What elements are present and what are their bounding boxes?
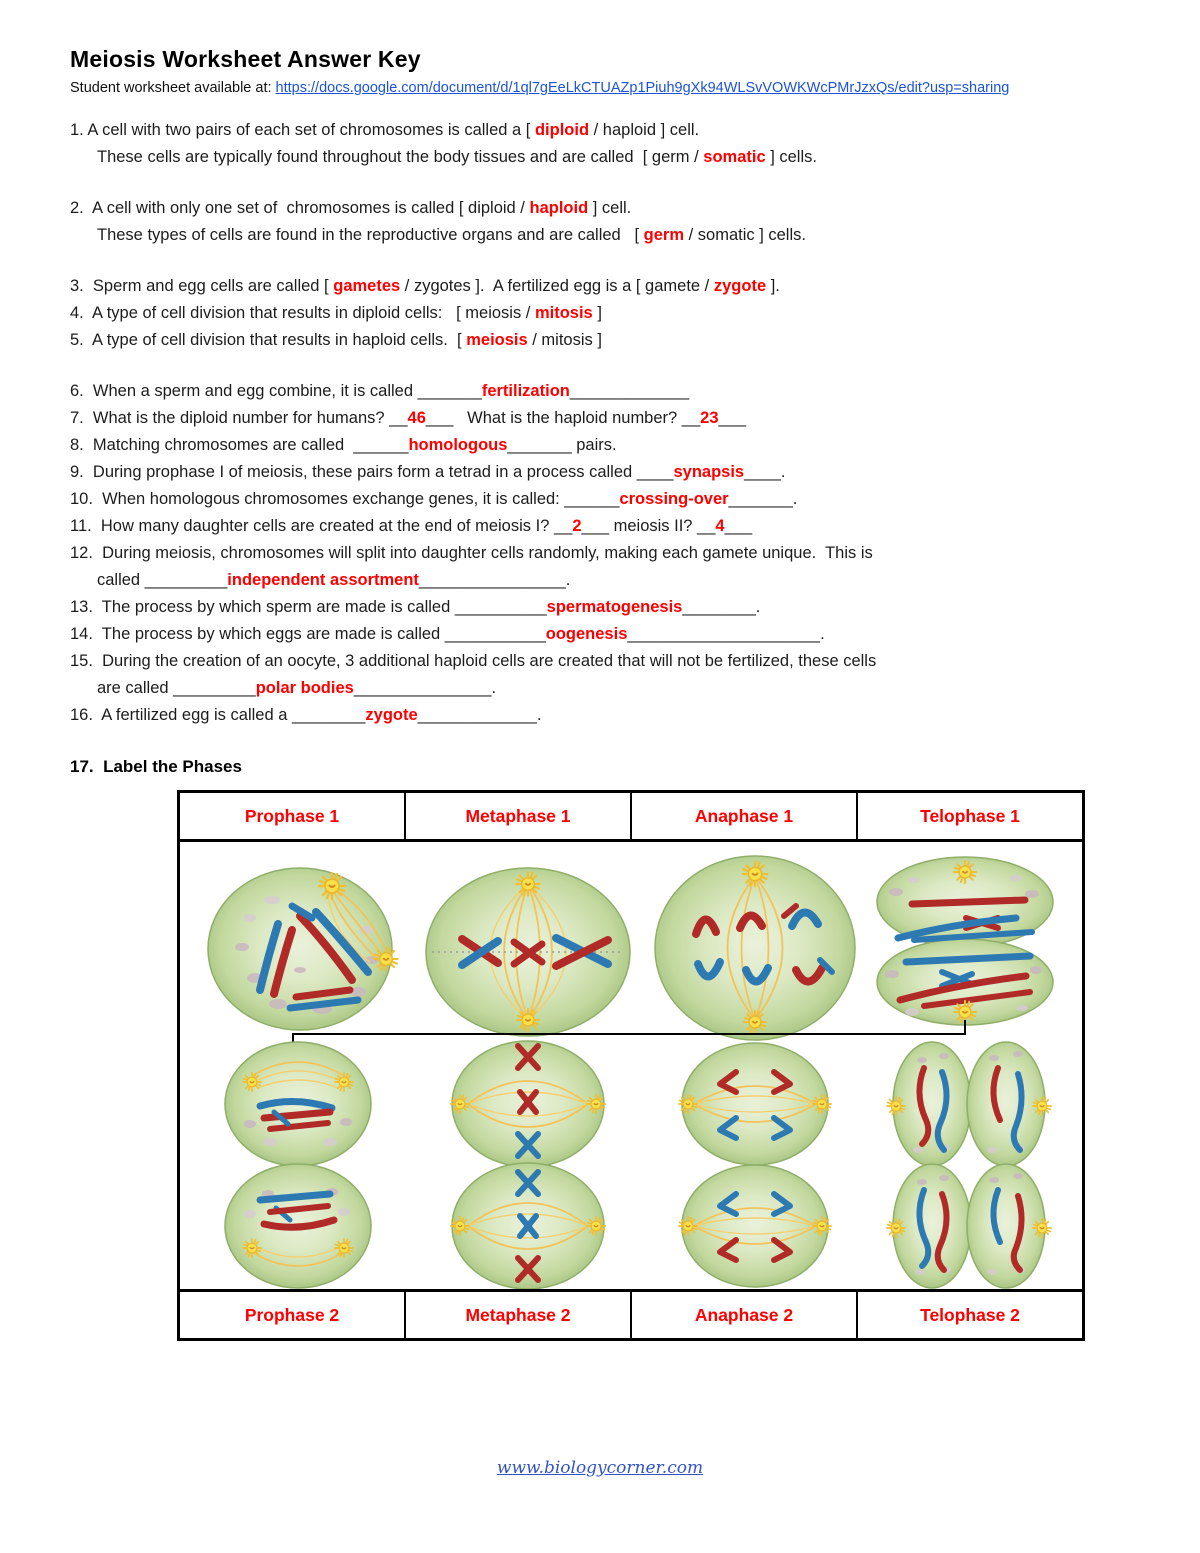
prophase-2-cells	[225, 1042, 371, 1288]
question-line	[70, 675, 1140, 702]
phase-label-telophase-2: Telophase 2	[920, 1304, 1020, 1325]
phase-label-prophase-2: Prophase 2	[180, 1292, 406, 1338]
question-text: ___	[724, 517, 753, 535]
question-text: _____________	[569, 382, 690, 400]
question	[70, 486, 1140, 513]
answer-text: gametes	[333, 277, 401, 295]
question-line	[70, 405, 1140, 432]
phase-table-bottom-row	[180, 1289, 1082, 1338]
telophase-1-cells	[877, 857, 1053, 1025]
question-text: 2. A cell with only one set of chromosomes is called [ diploid /	[70, 199, 530, 217]
flow-arrow	[287, 1020, 965, 1055]
question-text: ] cells.	[765, 148, 817, 166]
question	[70, 300, 1140, 327]
answer-text: 23	[700, 409, 719, 427]
anaphase-2-cells	[679, 1043, 831, 1287]
question-text: 3. Sperm and egg cells are called [	[70, 277, 334, 295]
question-text: 15. During the creation of an oocyte, 3 additional haploid cells are created that will not be fertilized, these cells	[70, 652, 877, 670]
metaphase-1-cell	[426, 868, 630, 1036]
source-line-prefix: Student worksheet available at:	[70, 80, 276, 96]
question-text: These types of cells are found in the reproductive organs and are called [	[97, 226, 644, 244]
answer-text: zygote	[713, 277, 767, 295]
footer-site-link[interactable]: www.biologycorner.com	[496, 1458, 704, 1478]
answer-text: homologous	[408, 436, 508, 454]
questions-list	[70, 117, 1140, 729]
page-footer	[0, 1458, 1200, 1478]
question-text: / haploid ] cell.	[589, 121, 700, 139]
question-text: 12. During meiosis, chromosomes will split into daughter cells randomly, making each gamete unique. This is	[70, 544, 873, 562]
question	[70, 432, 1140, 459]
question	[70, 594, 1140, 621]
question-line	[70, 378, 1140, 405]
question-text: / somatic ] cells.	[684, 226, 806, 244]
question	[70, 273, 1140, 300]
answer-text: polar bodies	[255, 679, 354, 697]
page-title: Meiosis Worksheet Answer Key	[70, 46, 421, 72]
question-line	[70, 327, 1140, 354]
answer-text: diploid	[534, 121, 590, 139]
answer-text: 2	[572, 517, 582, 535]
question-line	[70, 567, 1140, 594]
answer-text: 4	[715, 517, 725, 535]
answer-text: mitosis	[534, 304, 593, 322]
prophase-1-cell	[208, 868, 398, 1030]
question-line	[70, 273, 1140, 300]
question-text: ] cell.	[588, 199, 632, 217]
question	[70, 195, 1140, 249]
question-text: _______ pairs.	[507, 436, 617, 454]
question-text: _______________.	[353, 679, 497, 697]
anaphase-1-cell	[655, 856, 855, 1040]
answer-text: meiosis	[466, 331, 528, 349]
answer-text: independent assortment	[227, 571, 419, 589]
phase-label-telophase-1: Telophase 1	[920, 805, 1020, 826]
question	[70, 405, 1140, 432]
question-text: ____.	[744, 463, 786, 481]
question-text: called _________	[97, 571, 228, 589]
question-text: are called _________	[97, 679, 256, 697]
answer-text: germ	[643, 226, 685, 244]
question-line	[70, 486, 1140, 513]
telophase-2-cells	[887, 1042, 1051, 1288]
question-text: _______.	[728, 490, 798, 508]
answer-text: spermatogenesis	[546, 598, 683, 616]
question-text: These cells are typically found throughout the body tissues and are called [ germ /	[97, 148, 704, 166]
question-line	[70, 432, 1140, 459]
phase-label-anaphase-2: Anaphase 2	[632, 1292, 858, 1338]
phase-table-top-row	[180, 793, 1082, 842]
question-text: 7. What is the diploid number for humans? __	[70, 409, 408, 427]
question-text: 10. When homologous chromosomes exchange genes, it is called: ______	[70, 490, 620, 508]
question-line	[70, 222, 1140, 249]
question-text: _____________.	[417, 706, 542, 724]
question	[70, 621, 1140, 648]
phase-table	[177, 790, 1085, 1341]
question-line	[70, 117, 1140, 144]
question-text: ___ meiosis II? __	[581, 517, 716, 535]
label-phases-heading: 17. Label the Phases	[70, 757, 242, 776]
answer-text: 46	[407, 409, 426, 427]
question-line	[70, 459, 1140, 486]
question	[70, 513, 1140, 540]
question-text: 13. The process by which sperm are made is called __________	[70, 598, 547, 616]
worksheet-link[interactable]: https://docs.google.com/document/d/1ql7gEeLkCTUAZp1Piuh9gXk94WLSvVOWKWcPMrJzxQs/edit?usp=sharing	[275, 80, 1010, 96]
question-line	[70, 648, 1140, 675]
question-line	[70, 513, 1140, 540]
question-text: / mitosis ]	[527, 331, 602, 349]
phase-label-metaphase-1: Metaphase 1	[406, 793, 632, 839]
answer-text: somatic	[703, 148, 766, 166]
question	[70, 540, 1140, 594]
question-text: 9. During prophase I of meiosis, these pairs form a tetrad in a process called ____	[70, 463, 674, 481]
question-line	[70, 702, 1140, 729]
question-text: / zygotes ]. A fertilized egg is a [ gamete /	[400, 277, 714, 295]
question	[70, 459, 1140, 486]
question-text: 4. A type of cell division that results in diploid cells: [ meiosis /	[70, 304, 535, 322]
question-line	[70, 621, 1140, 648]
question	[70, 117, 1140, 171]
answer-text: synapsis	[673, 463, 745, 481]
question-text: 1. A cell with two pairs of each set of chromosomes is called a [	[70, 121, 535, 139]
answer-text: crossing-over	[619, 490, 729, 508]
question-text: ].	[766, 277, 780, 295]
question-text: ________.	[682, 598, 761, 616]
question	[70, 378, 1140, 405]
meiosis-phases-diagram	[180, 842, 1082, 1289]
question-line	[70, 594, 1140, 621]
answer-text: zygote	[365, 706, 418, 724]
question-line	[70, 195, 1140, 222]
question	[70, 327, 1140, 354]
metaphase-2-cells	[451, 1041, 605, 1289]
question-line	[70, 540, 1140, 567]
question-text: ___	[718, 409, 747, 427]
question-text: ___ What is the haploid number? __	[425, 409, 701, 427]
answer-text: fertilization	[481, 382, 570, 400]
phase-label-prophase-1: Prophase 1	[180, 793, 406, 839]
question-text: 8. Matching chromosomes are called ______	[70, 436, 409, 454]
question	[70, 648, 1140, 702]
phase-label-anaphase-1: Anaphase 1	[632, 793, 858, 839]
phase-label-metaphase-2: Metaphase 2	[406, 1292, 632, 1338]
question-text: 14. The process by which eggs are made is called ___________	[70, 625, 546, 643]
answer-text: haploid	[529, 199, 589, 217]
question-line	[70, 300, 1140, 327]
question-text: 6. When a sperm and egg combine, it is called _______	[70, 382, 482, 400]
question-text: ________________.	[418, 571, 571, 589]
question-line	[70, 144, 1140, 171]
meiosis-diagram-area	[180, 842, 1082, 1289]
question-text: 16. A fertilized egg is called a ________	[70, 706, 366, 724]
source-line	[70, 80, 1140, 96]
answer-text: oogenesis	[545, 625, 628, 643]
question-text: 5. A type of cell division that results in haploid cells. [	[70, 331, 467, 349]
question-text: ]	[592, 304, 602, 322]
question	[70, 702, 1140, 729]
question-text: _____________________.	[627, 625, 825, 643]
question-text: 11. How many daughter cells are created at the end of meiosis I? __	[70, 517, 573, 535]
